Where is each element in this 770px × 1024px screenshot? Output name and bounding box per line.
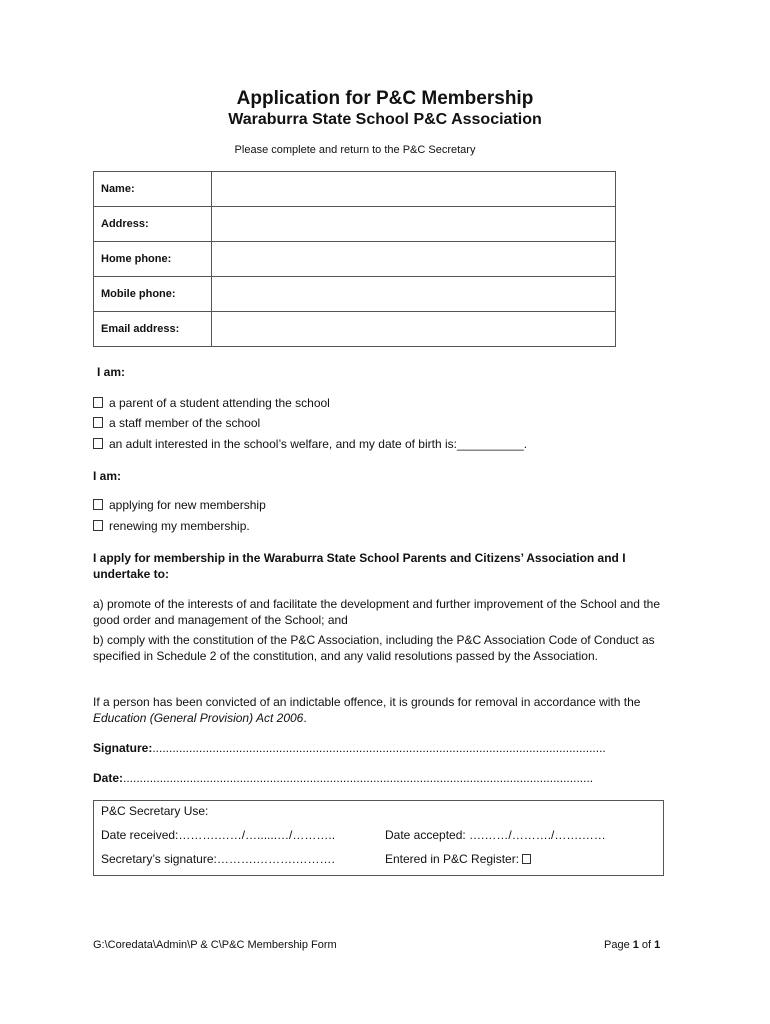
footer-path: G:\Coredata\Admin\P & C\P&C Membership Form <box>93 939 337 951</box>
option-label: renewing my membership. <box>109 519 250 533</box>
home-phone-field[interactable] <box>212 242 616 277</box>
email-field[interactable] <box>212 312 616 347</box>
conviction-text: If a person has been convicted of an indictable offence, it is grounds for removal in accordance with the <box>93 695 641 709</box>
conviction-notice <box>93 694 673 726</box>
name-label: Name: <box>94 172 212 207</box>
checkbox-new-membership[interactable] <box>93 499 103 510</box>
option-label: a staff member of the school <box>109 416 261 430</box>
date-received-field[interactable]: Date received:……….……/…......…/……….. <box>101 828 336 842</box>
act-title: Education (General Provision) Act 2006 <box>93 711 304 725</box>
option-label: an adult interested in the school’s welfare, and my date of birth is:__________. <box>109 437 528 451</box>
option-renewing <box>93 519 250 533</box>
page-subtitle: Waraburra State School P&C Association <box>228 111 542 128</box>
page-current: 1 <box>632 939 639 951</box>
footer-page-number <box>604 939 660 951</box>
table-row <box>94 172 616 207</box>
section1-heading: I am: <box>97 365 126 379</box>
date-label: Date: <box>93 771 124 785</box>
table-row <box>94 277 616 312</box>
signature-label: Signature: <box>93 741 153 755</box>
undertaking-heading: I apply for membership in the Waraburra State School Parents and Citizens’ Association and I undertake to: <box>93 551 626 581</box>
home-phone-label: Home phone: <box>94 242 212 277</box>
secretary-use-box <box>93 800 664 876</box>
name-field[interactable] <box>212 172 616 207</box>
page-prefix: Page <box>604 939 633 951</box>
date-accepted-field[interactable]: Date accepted: ….……/………./…….…… <box>385 828 606 842</box>
option-new-membership <box>93 498 266 512</box>
option-adult <box>93 437 527 451</box>
mobile-phone-label: Mobile phone: <box>94 277 212 312</box>
table-row <box>94 312 616 347</box>
secretary-signature-field[interactable]: Secretary’s signature:……….……….………. <box>101 852 335 866</box>
option-label: applying for new membership <box>109 498 266 512</box>
signature-field[interactable]: ........................................................................................................................................ <box>152 741 606 755</box>
date-line <box>93 771 663 785</box>
page-title: Application for P&C Membership <box>236 88 534 109</box>
option-parent <box>93 396 330 410</box>
secretary-box-title: P&C Secretary Use: <box>101 804 209 818</box>
details-table <box>93 171 616 347</box>
register-label: Entered in P&C Register: <box>385 852 520 866</box>
email-label: Email address: <box>94 312 212 347</box>
table-row <box>94 242 616 277</box>
undertaking-item-a: a) promote of the interests of and facilitate the development and further improvement of the School and the good order and management of the School; and <box>93 597 660 627</box>
section2-heading: I am: <box>93 469 122 483</box>
date-field[interactable]: ............................................................................................................................................. <box>123 771 594 785</box>
checkbox-register[interactable] <box>522 854 531 864</box>
address-label: Address: <box>94 207 212 242</box>
undertaking-item-b: b) comply with the constitution of the P&C Association, including the P&C Association Code of Conduct as specified in Schedule 2 of the constitution, and any valid resolutions passed by the Association. <box>93 633 655 663</box>
register-entry <box>385 852 531 866</box>
instruction-text: Please complete and return to the P&C Secretary <box>234 144 476 156</box>
page-total: 1 <box>654 939 661 951</box>
conviction-end: . <box>303 711 307 725</box>
checkbox-adult[interactable] <box>93 438 103 449</box>
signature-line <box>93 741 673 755</box>
option-label: a parent of a student attending the school <box>109 396 330 410</box>
table-row <box>94 207 616 242</box>
address-field[interactable] <box>212 207 616 242</box>
page-of: of <box>638 939 655 951</box>
option-staff <box>93 416 260 430</box>
checkbox-renewing[interactable] <box>93 520 103 531</box>
mobile-phone-field[interactable] <box>212 277 616 312</box>
checkbox-parent[interactable] <box>93 397 103 408</box>
checkbox-staff[interactable] <box>93 417 103 428</box>
